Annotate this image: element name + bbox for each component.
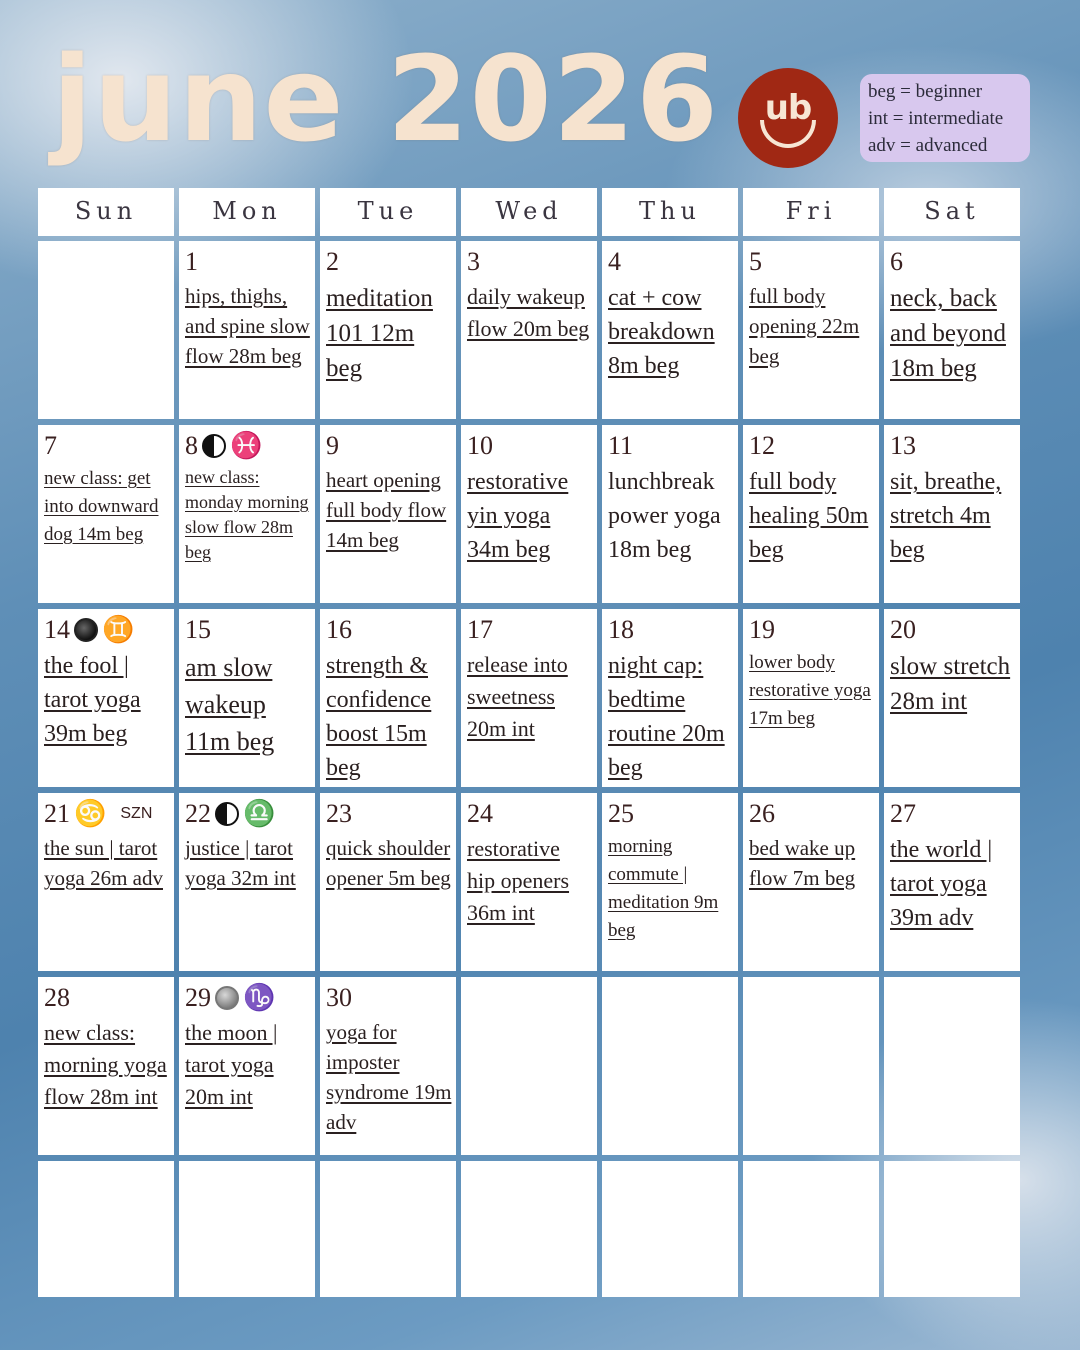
day-number: 9	[326, 431, 339, 460]
calendar-cell-day-9	[320, 425, 456, 603]
day-number: 11	[608, 431, 634, 460]
calendar-cell-empty	[743, 977, 879, 1155]
day-number: 24	[467, 799, 493, 828]
day-number: 16	[326, 615, 352, 644]
calendar-cell-day-1	[179, 241, 315, 419]
calendar-cell-day-27	[884, 793, 1020, 971]
class-link[interactable]: am slow wakeup 11m beg	[185, 653, 275, 756]
calendar-cell-empty	[38, 241, 174, 419]
class-link[interactable]: justice | tarot yoga 32m int	[185, 836, 296, 890]
day-number: 29	[185, 983, 211, 1012]
first-quarter-moon-icon	[202, 434, 226, 458]
calendar-cell-day-5	[743, 241, 879, 419]
calendar-cell-day-10	[461, 425, 597, 603]
calendar-grid	[38, 188, 1020, 1303]
class-link[interactable]: meditation 101 12m beg	[326, 285, 433, 382]
calendar-cell-day-14	[38, 609, 174, 787]
calendar-cell-empty	[179, 1161, 315, 1297]
day-number: 21	[44, 799, 70, 828]
class-link[interactable]: restorative hip openers 36m int	[467, 836, 570, 925]
calendar-cell-day-2	[320, 241, 456, 419]
class-link[interactable]: the world | tarot yoga 39m adv	[890, 837, 993, 931]
libra-icon: ♎	[243, 799, 276, 828]
calendar-cell-empty	[38, 1161, 174, 1297]
class-link[interactable]: cat + cow breakdown 8m beg	[608, 285, 715, 379]
class-link[interactable]: full body healing 50m beg	[749, 469, 869, 563]
calendar-cell-empty	[461, 977, 597, 1155]
weekday-header-tue: Tue	[320, 188, 456, 236]
calendar-cell-day-29	[179, 977, 315, 1155]
calendar-cell-day-13	[884, 425, 1020, 603]
day-number: 10	[467, 431, 493, 460]
class-link[interactable]: full body opening 22m beg	[749, 284, 860, 368]
day-header	[44, 799, 170, 829]
calendar-cell-day-11	[602, 425, 738, 603]
day-number: 17	[467, 615, 493, 644]
calendar-cell-empty	[461, 1161, 597, 1297]
calendar-cell-day-23	[320, 793, 456, 971]
calendar-cell-day-3	[461, 241, 597, 419]
weekday-header-mon: Mon	[179, 188, 315, 236]
class-link[interactable]: night cap: bedtime routine 20m beg	[608, 653, 725, 781]
class-link[interactable]: yoga for imposter syndrome 19m adv	[326, 1020, 452, 1134]
class-link[interactable]: neck, back and beyond 18m beg	[890, 285, 1006, 382]
cancer-icon: ♋	[74, 799, 107, 828]
day-number: 15	[185, 615, 211, 644]
new-moon-icon	[74, 618, 98, 642]
calendar-cell-empty	[884, 977, 1020, 1155]
weekday-header-thu: Thu	[602, 188, 738, 236]
weekday-header-fri: Fri	[743, 188, 879, 236]
capricorn-icon: ♑	[243, 983, 276, 1012]
calendar-cell-empty	[743, 1161, 879, 1297]
class-link[interactable]: release into sweetness 20m int	[467, 652, 568, 741]
first-quarter-moon-icon	[215, 802, 239, 826]
class-link[interactable]: restorative yin yoga 34m beg	[467, 469, 569, 563]
day-number: 26	[749, 799, 775, 828]
day-number: 27	[890, 799, 916, 828]
weekday-header-sat: Sat	[884, 188, 1020, 236]
calendar-cell-day-12	[743, 425, 879, 603]
class-link[interactable]: hips, thighs, and spine slow flow 28m beg	[185, 284, 310, 368]
calendar-cell-day-18	[602, 609, 738, 787]
brand-logo	[738, 68, 838, 168]
day-number: 14	[44, 615, 70, 644]
class-text[interactable]: lunchbreak power yoga 18m beg	[608, 469, 721, 563]
day-number: 28	[44, 983, 70, 1012]
calendar-cell-day-17	[461, 609, 597, 787]
day-number: 5	[749, 247, 762, 276]
day-number: 18	[608, 615, 634, 644]
day-number: 13	[890, 431, 916, 460]
calendar-cell-empty	[602, 1161, 738, 1297]
calendar-cell-day-28	[38, 977, 174, 1155]
day-number: 1	[185, 247, 198, 276]
calendar-cell-day-24	[461, 793, 597, 971]
class-link[interactable]: the fool | tarot yoga 39m beg	[44, 653, 141, 747]
day-number: 20	[890, 615, 916, 644]
calendar-cell-day-19	[743, 609, 879, 787]
day-number: 2	[326, 247, 339, 276]
class-link[interactable]: new class: monday morning slow flow 28m beg	[185, 467, 309, 562]
class-link[interactable]: daily wakeup flow 20m beg	[467, 284, 590, 341]
class-link[interactable]: new class: morning yoga flow 28m int	[44, 1020, 167, 1109]
day-header	[185, 983, 311, 1013]
day-number: 8	[185, 431, 198, 460]
class-link[interactable]: new class: get into downward dog 14m beg	[44, 468, 159, 545]
calendar-cell-day-25	[602, 793, 738, 971]
calendar-cell-day-30	[320, 977, 456, 1155]
calendar-cell-empty	[320, 1161, 456, 1297]
weekday-header-wed: Wed	[461, 188, 597, 236]
day-number: 6	[890, 247, 903, 276]
gemini-icon: ♊	[102, 615, 135, 644]
class-link[interactable]: the sun | tarot yoga 26m adv	[44, 836, 163, 890]
day-header	[185, 799, 311, 829]
calendar-cell-day-4	[602, 241, 738, 419]
calendar-cell-empty	[602, 977, 738, 1155]
day-number: 25	[608, 799, 634, 828]
page-title: june 2026	[52, 30, 719, 168]
weekday-header-sun: Sun	[38, 188, 174, 236]
class-link[interactable]: lower body restorative yoga 17m beg	[749, 652, 871, 729]
legend-item-advanced: adv = advanced	[868, 135, 988, 156]
day-number: 22	[185, 799, 211, 828]
logo-text: ub	[764, 88, 812, 128]
legend-item-intermediate: int = intermediate	[868, 108, 1004, 129]
season-tag: SZN	[120, 805, 153, 822]
class-link[interactable]: sit, breathe, stretch 4m beg	[890, 469, 1002, 563]
class-link[interactable]: bed wake up flow 7m beg	[749, 836, 856, 890]
day-number: 19	[749, 615, 775, 644]
day-number: 4	[608, 247, 621, 276]
day-number: 30	[326, 983, 352, 1012]
class-link[interactable]: morning commute | meditation 9m beg	[608, 836, 719, 941]
smile-icon	[760, 120, 816, 148]
calendar-cell-day-7	[38, 425, 174, 603]
day-number: 23	[326, 799, 352, 828]
calendar-cell-day-8	[179, 425, 315, 603]
calendar-cell-empty	[884, 1161, 1020, 1297]
calendar-cell-day-21	[38, 793, 174, 971]
pisces-icon: ♓	[230, 431, 263, 460]
day-number: 12	[749, 431, 775, 460]
full-moon-icon	[215, 986, 239, 1010]
calendar-cell-day-15	[179, 609, 315, 787]
calendar-cell-day-20	[884, 609, 1020, 787]
class-link[interactable]: the moon | tarot yoga 20m int	[185, 1020, 278, 1109]
class-link[interactable]: slow stretch 28m int	[890, 653, 1011, 715]
legend-item-beginner: beg = beginner	[868, 81, 983, 102]
calendar-cell-day-22	[179, 793, 315, 971]
level-legend	[860, 74, 1030, 162]
calendar-cell-day-16	[320, 609, 456, 787]
day-header	[185, 431, 311, 461]
day-header	[44, 615, 170, 645]
class-link[interactable]: strength & confidence boost 15m beg	[326, 653, 432, 781]
calendar-cell-day-6	[884, 241, 1020, 419]
day-number: 3	[467, 247, 480, 276]
day-number: 7	[44, 431, 57, 460]
class-link[interactable]: heart opening full body flow 14m beg	[326, 468, 447, 552]
class-link[interactable]: quick shoulder opener 5m beg	[326, 836, 451, 890]
calendar-cell-day-26	[743, 793, 879, 971]
